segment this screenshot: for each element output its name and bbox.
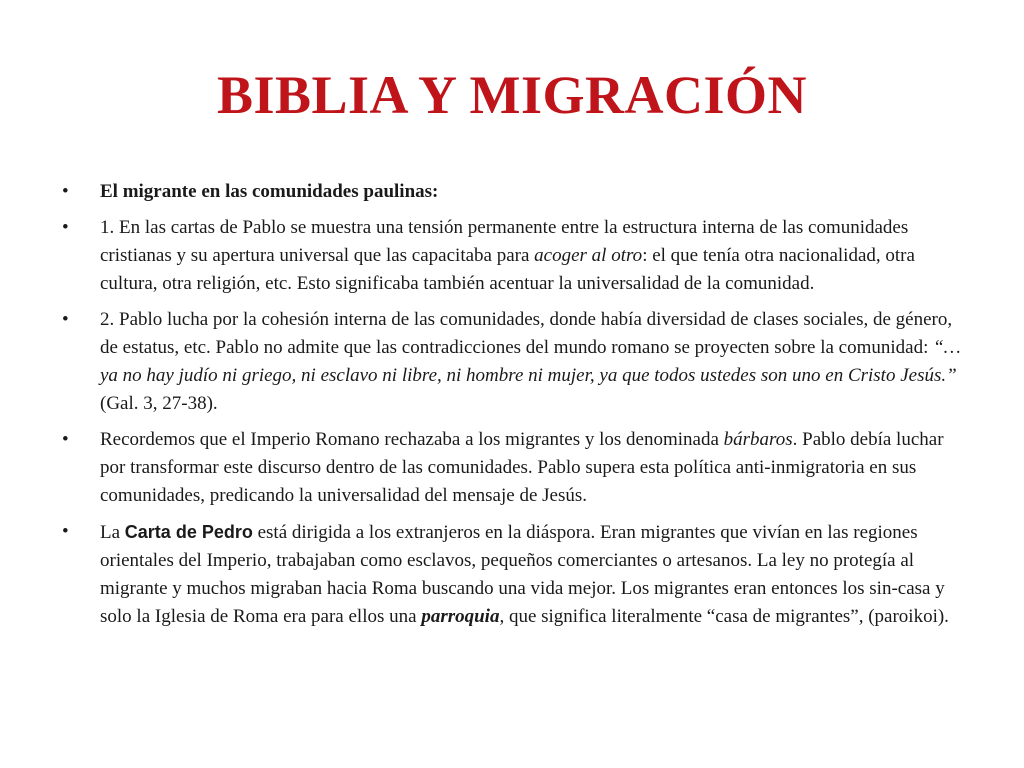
bullet-icon: • [62, 521, 69, 542]
bullet-text: : el que tenía otra nacionalidad, otra cultura, otra religión, etc. Esto significaba también acentuar la universalidad de la comunidad. [100, 245, 915, 294]
bullet-text: . Pablo debía luchar por transformar este discurso dentro de las comunidades. Pablo supera esta política anti-inmigratoria en sus comunidades, predicando la universalidad del mensaje de Jesús. [100, 429, 944, 506]
bullet-list [60, 178, 970, 639]
bullet-item-pablo-tension [60, 214, 970, 298]
bullet-bolditalic-text: parroquia [421, 606, 500, 627]
bullet-heading-text: El migrante en las comunidades paulinas: [100, 181, 439, 202]
bullet-text: 1. En las cartas de Pablo se muestra una tensión permanente entre la estructura interna de las comunidades cristianas y su apertura universal que las capacitaba para [100, 217, 909, 266]
bullet-text: Recordemos que el Imperio Romano rechazaba a los migrantes y los denominada [100, 429, 724, 450]
slide-title: BIBLIA Y MIGRACIÓN [216, 65, 808, 125]
bullet-text: La [100, 522, 125, 543]
bullet-bold-text: Carta de Pedro [124, 522, 253, 542]
bullet-icon: • [62, 309, 69, 330]
bullet-italic-text: acoger al otro [534, 245, 643, 266]
bullet-icon: • [62, 181, 69, 202]
bullet-item-pablo-cohesion [60, 306, 970, 418]
bullet-text: (Gal. 3, 27-38). [100, 393, 218, 414]
bullet-item-imperio-romano [60, 426, 970, 510]
bullet-italic-text: bárbaros [723, 429, 793, 450]
bullet-quote-text: “… ya no hay judío ni griego, ni esclavo ni libre, ni hombre ni mujer, ya que todos ustedes son uno en Cristo Jesús.” [100, 337, 961, 386]
bullet-icon: • [62, 429, 69, 450]
bullet-text: está dirigida a los extranjeros en la diáspora. Eran migrantes que vivían en las regiones orientales del Imperio, trabajaban como esclavos, pequeños comerciantes o artesanos. La ley no protegía al migrante y muchos migraban hacia Roma buscando una vida mejor. Los migrantes eran entonces los sin-casa y solo la Iglesia de Roma era para ellos una [100, 522, 945, 627]
bullet-item-carta-pedro [60, 518, 970, 631]
bullet-text: , que significa literalmente “casa de migrantes”, (paroikoi). [499, 606, 949, 627]
bullet-text: 2. Pablo lucha por la cohesión interna de las comunidades, donde había diversidad de clases sociales, de género, de estatus, etc. Pablo no admite que las contradicciones del mundo romano se proyecten sobre la comunidad: [100, 309, 953, 358]
bullet-icon: • [62, 217, 69, 238]
bullet-item-heading [60, 178, 970, 206]
